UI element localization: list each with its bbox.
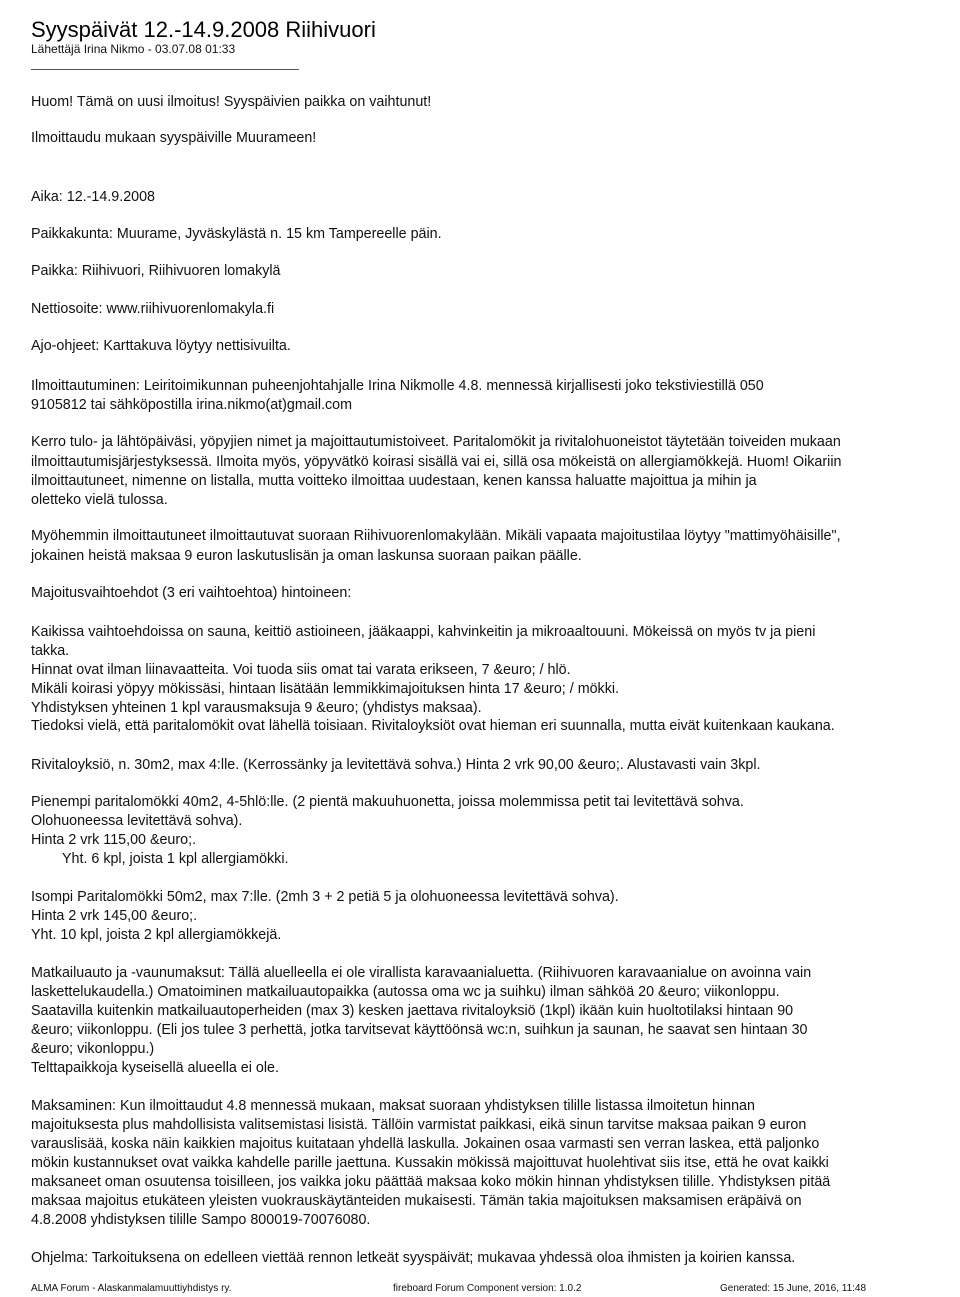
body-line: Mikäli koirasi yöpyy mökissäsi, hintaan lisätään lemmikkimajoituksen hinta 17 &euro; / mökki. — [31, 681, 619, 697]
body-line: 9105812 tai sähköpostilla irina.nikmo(at)gmail.com — [31, 397, 353, 413]
body-line: varauslisää, koska näin kaikkien majoitus kuitataan yhdellä laskulla. Jokainen osaa varmasti sen verran laskea, että paljonko — [31, 1136, 820, 1152]
body-line: Nettiosoite: www.riihivuorenlomakyla.fi — [31, 301, 275, 317]
body-line: Majoitusvaihtoehdot (3 eri vaihtoehtoa) hintoineen: — [31, 585, 352, 601]
body-line: majoituksesta plus mahdollisista valitsemistasi lisistä. Tällöin varmistat paikkasi, eikä sinun tarvitse maksaa paikan 9 euron — [31, 1117, 807, 1133]
body-line: Ajo-ohjeet: Karttakuva löytyy nettisivuilta. — [31, 338, 291, 354]
body-line: Aika: 12.-14.9.2008 — [31, 189, 155, 205]
body-line: takka. — [31, 643, 70, 659]
body-line: Hinta 2 vrk 145,00 &euro;. — [31, 908, 198, 924]
body-line: Kerro tulo- ja lähtöpäiväsi, yöpyjien nimet ja majoittautumistoiveet. Paritalomökit ja rivitalohuoneistot täytetään toiveiden mukaan — [31, 434, 841, 450]
body-line: Yht. 10 kpl, joista 2 kpl allergiamökkejä. — [31, 927, 282, 943]
body-line: &euro; vikonloppu.) — [31, 1041, 155, 1057]
body-line: Paikka: Riihivuori, Riihivuoren lomakylä — [31, 263, 281, 279]
body-line: Paikkakunta: Muurame, Jyväskylästä n. 15 km Tampereelle päin. — [31, 226, 442, 242]
footer-site-name: ALMA Forum - Alaskanmalamuuttiyhdistys ry. — [31, 1283, 232, 1294]
body-line: &euro; viikonloppu. (Eli jos tulee 3 perhettä, jotka tarvitsevat käyttöönsä wc:n, suihkun ja saunan, he saavat sen hintaan 30 — [31, 1022, 808, 1038]
footer-generated-date: Generated: 15 June, 2016, 11:48 — [720, 1283, 867, 1294]
post-byline: Lähettäjä Irina Nikmo - 03.07.08 01:33 — [31, 42, 236, 56]
body-line: Rivitaloyksiö, n. 30m2, max 4:lle. (Kerrossänky ja levitettävä sohva.) Hinta 2 vrk 90,00 &euro;. Alustavasti vain 3kpl. — [31, 757, 761, 773]
body-line: ilmoittautuneet, nimenne on listalla, mutta voitteko ilmoittaa uudestaan, kenen kanssa haluatte majoittua ja mihin ja — [31, 473, 757, 489]
post-title: Syyspäivät 12.-14.9.2008 Riihivuori — [31, 17, 376, 42]
body-line: Ohjelma: Tarkoituksena on edelleen viettää rennon letkeät syyspäivät; mukavaa yhdessä oloa ihmisten ja koirien kanssa. — [31, 1250, 796, 1266]
body-line: Yhdistyksen yhteinen 1 kpl varausmaksuja 9 &euro; (yhdistys maksaa). — [31, 700, 482, 716]
body-line: Telttapaikkoja kyseisellä alueella ei ole. — [31, 1060, 279, 1076]
body-line: Hinta 2 vrk 115,00 &euro;. — [31, 832, 197, 848]
body-line: Kaikissa vaihtoehdoissa on sauna, keittiö astioineen, jääkaappi, kahvinkeitin ja mikroaaltouuni. Mökeissä on myös tv ja pieni — [31, 624, 816, 640]
body-line: laskettelukaudella.) Omatoiminen matkailuautopaikka (autossa oma wc ja suihku) ilman sähköä 20 &euro; viikonloppu. — [31, 984, 780, 1000]
body-line: ilmoittautumisjärjestyksessä. Ilmoita myös, yöpyvätkö koirasi sisällä vai ei, sillä osa mökeistä on allergiamökkejä. Huom! Oikariin — [31, 454, 842, 470]
body-line: Yht. 6 kpl, joista 1 kpl allergiamökki. — [62, 851, 289, 867]
body-line: Saatavilla kuitenkin matkailuautoperheiden (max 3) kesken jaettava rivitaloyksiö (1kpl) ikään kuin huoltotilaksi hintaan 90 — [31, 1003, 794, 1019]
body-line: mökin kustannukset ovat vaikka kahdelle parille jaettuna. Kussakin mökissä majoittuvat huolehtivat siis itse, että he ovat kaikki — [31, 1155, 829, 1171]
body-line: oletteko vielä tulossa. — [31, 492, 168, 508]
body-line: Isompi Paritalomökki 50m2, max 7:lle. (2mh 3 + 2 petiä 5 ja olohuoneessa levitettävä sohva). — [31, 889, 619, 905]
body-line: Ilmoittautuminen: Leiritoimikunnan puheenjohtahjalle Irina Nikmolle 4.8. mennessä kirjallisesti joko tekstiviestillä 050 — [31, 378, 764, 394]
body-line: Pienempi paritalomökki 40m2, 4-5hlö:lle. (2 pientä makuuhuonetta, joissa molemmissa petit tai levitettävä sohva. — [31, 794, 744, 810]
body-line: Matkailuauto ja -vaunumaksut: Tällä aluelleella ei ole virallista karavaanialuetta. (Riihivuoren karavaanialue on avoinna vain — [31, 965, 812, 981]
title-divider — [31, 69, 299, 70]
body-line: Tiedoksi vielä, että paritalomökit ovat lähellä toisiaan. Rivitaloyksiöt ovat hieman eri suunnalla, mutta eivät kuitenkaan kaukana. — [31, 718, 835, 734]
body-line: maksaneet oman osuutensa toisilleen, jos vaikka joku päättää maksaa koko mökin hinnan yhdistyksen tilille. Yhdistyksen pitää — [31, 1174, 831, 1190]
body-line: Huom! Tämä on uusi ilmoitus! Syyspäivien paikka on vaihtunut! — [31, 94, 432, 110]
footer-component-version: fireboard Forum Component version: 1.0.2 — [393, 1283, 582, 1294]
body-line: Hinnat ovat ilman liinavaatteita. Voi tuoda siis omat tai varata erikseen, 7 &euro; / hlö. — [31, 662, 571, 678]
body-line: 4.8.2008 yhdistyksen tilille Sampo 800019-70076080. — [31, 1212, 371, 1228]
body-line: Maksaminen: Kun ilmoittaudut 4.8 mennessä mukaan, maksat suoraan yhdistyksen tilille listassa ilmoitetun hinnan — [31, 1098, 755, 1114]
body-line: maksaa majoitus etukäteen yleisten vuokrauskäytänteiden mukaisesti. Tämän takia majoituksen maksamisen eräpäivä on — [31, 1193, 802, 1209]
body-line: Ilmoittaudu mukaan syyspäiville Muurameen! — [31, 130, 317, 146]
body-line: Myöhemmin ilmoittautuneet ilmoittautuvat suoraan Riihivuorenlomakylään. Mikäli vapaata majoitustilaa löytyy "mattimyöhäisille", — [31, 528, 841, 544]
body-line: jokainen heistä maksaa 9 euron laskutuslisän ja oman laskunsa suoraan paikan päälle. — [31, 548, 582, 564]
body-line: Olohuoneessa levitettävä sohva). — [31, 813, 243, 829]
